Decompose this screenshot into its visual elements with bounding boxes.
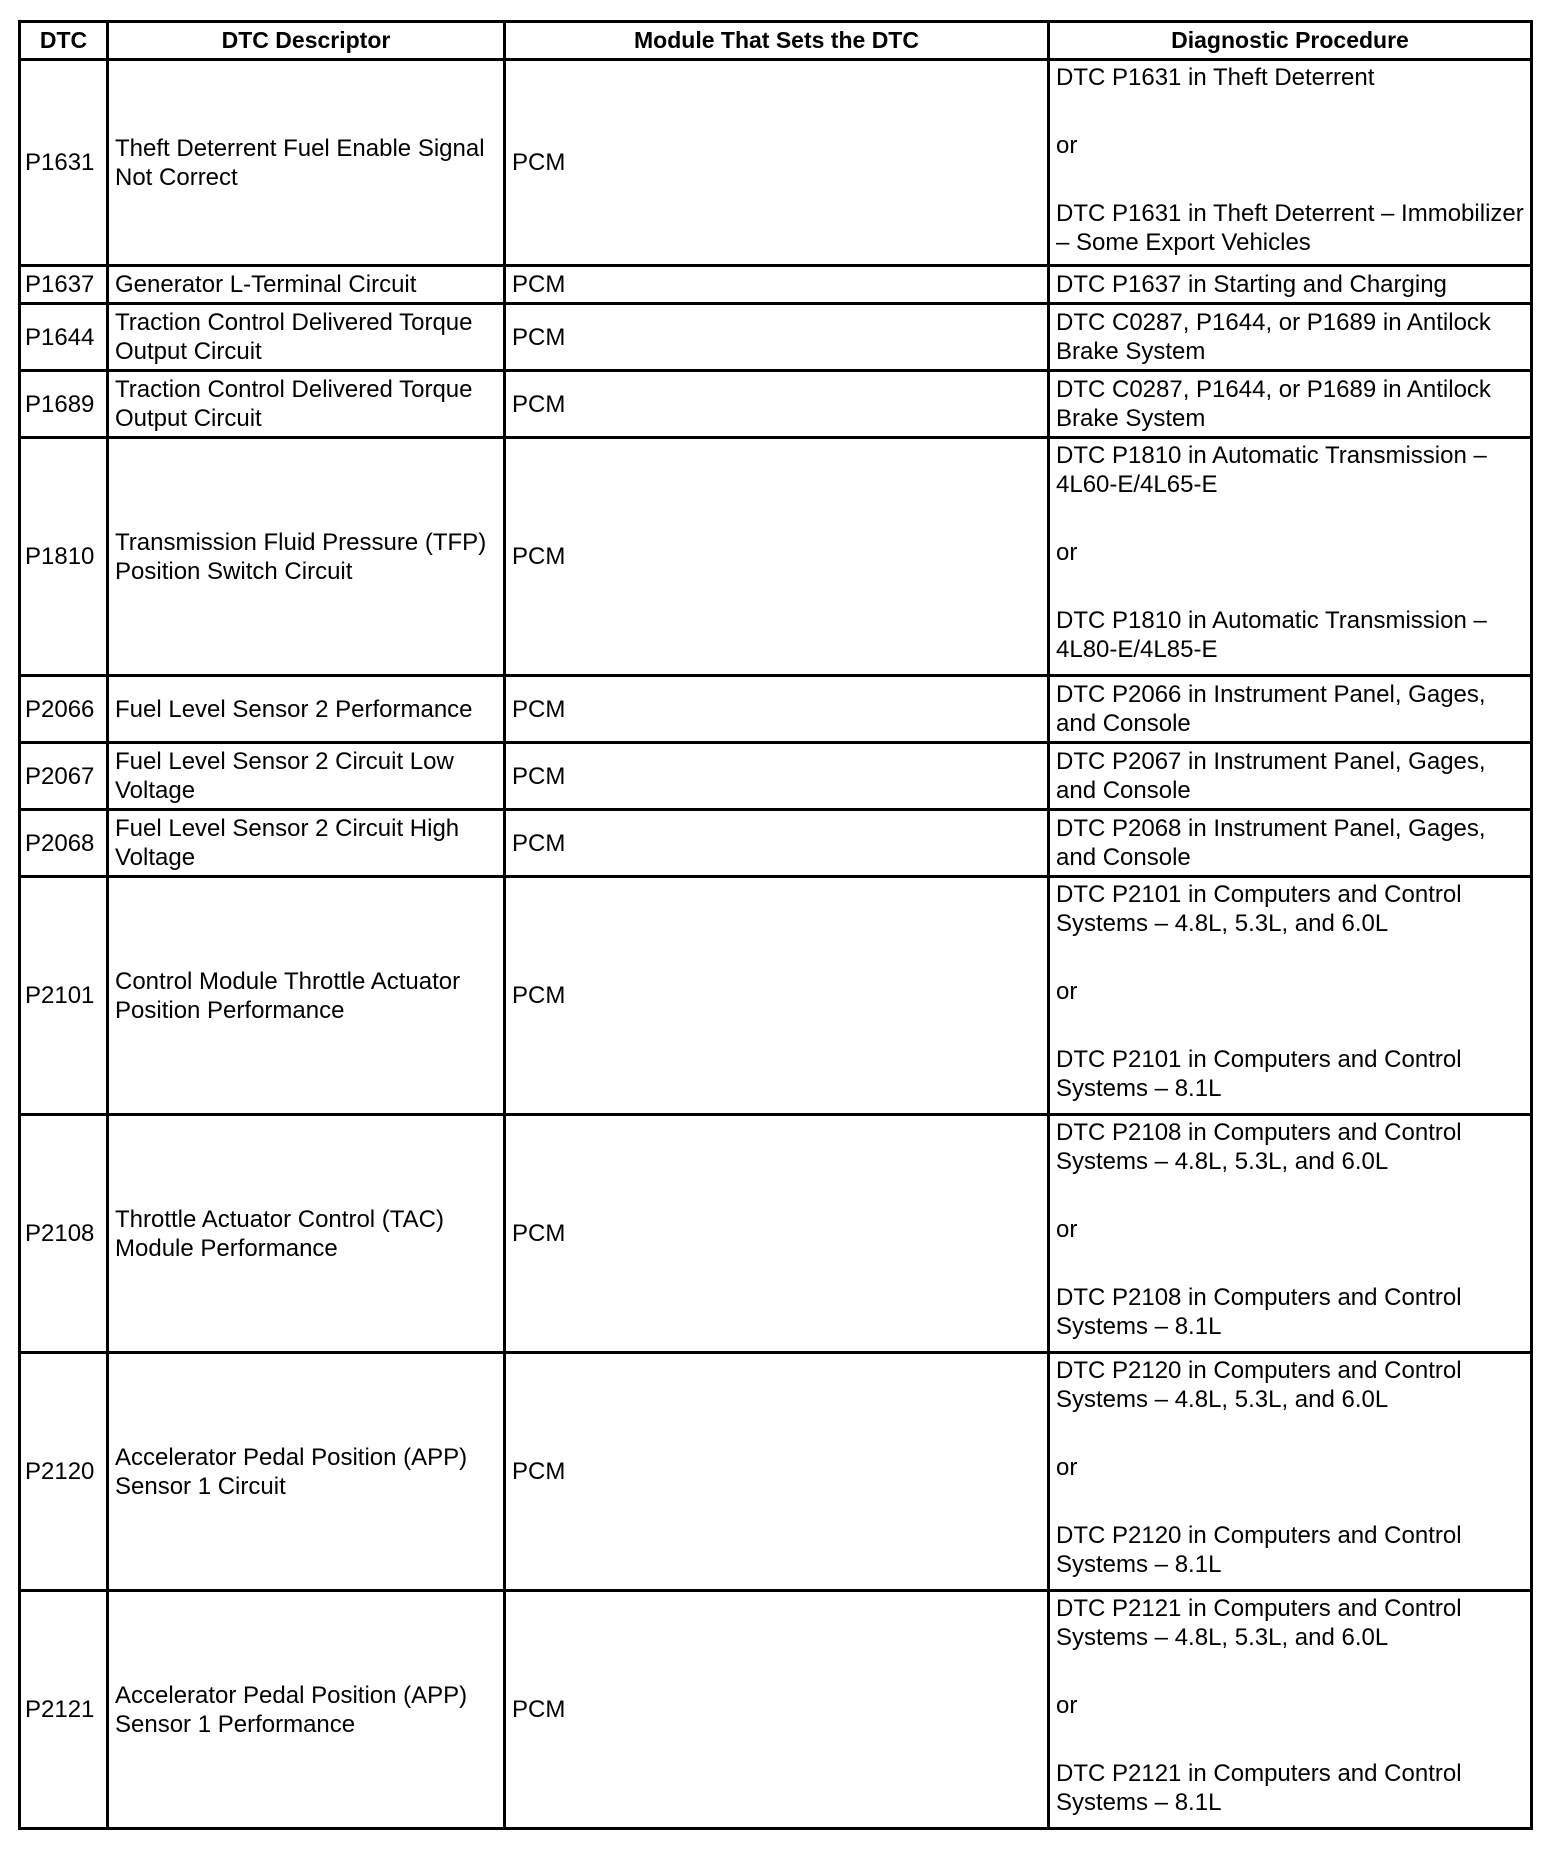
table-row bbox=[20, 1591, 1532, 1829]
table-row bbox=[20, 743, 1532, 810]
header-dtc: DTC bbox=[20, 22, 108, 60]
procedure-link[interactable]: DTC P2101 in Computers and Control Systems – 4.8L, 5.3L, and 6.0L bbox=[1056, 881, 1462, 937]
diagnostic-procedure bbox=[1049, 743, 1532, 810]
dtc-code: P2067 bbox=[20, 743, 108, 810]
dtc-descriptor: Throttle Actuator Control (TAC) Module Performance bbox=[108, 1115, 505, 1353]
procedure-link[interactable]: DTC P2120 in Computers and Control Systems – 8.1L bbox=[1056, 1522, 1462, 1578]
procedure-or: or bbox=[1056, 1454, 1078, 1481]
dtc-table bbox=[18, 20, 1533, 1830]
module-name: PCM bbox=[505, 1115, 1049, 1353]
dtc-descriptor: Fuel Level Sensor 2 Circuit Low Voltage bbox=[108, 743, 505, 810]
diagnostic-procedure bbox=[1049, 438, 1532, 676]
diagnostic-procedure bbox=[1049, 1591, 1532, 1829]
procedure-link[interactable]: DTC P1631 in Theft Deterrent – Immobilizer – Some Export Vehicles bbox=[1056, 200, 1524, 256]
header-module: Module That Sets the DTC bbox=[505, 22, 1049, 60]
table-row bbox=[20, 438, 1532, 676]
procedure-or: or bbox=[1056, 978, 1078, 1005]
dtc-code: P2108 bbox=[20, 1115, 108, 1353]
diagnostic-procedure bbox=[1049, 371, 1532, 438]
dtc-descriptor: Generator L-Terminal Circuit bbox=[108, 266, 505, 304]
dtc-code: P2068 bbox=[20, 810, 108, 877]
dtc-code: P2120 bbox=[20, 1353, 108, 1591]
dtc-code: P1644 bbox=[20, 304, 108, 371]
procedure-link[interactable]: DTC C0287, P1644, or P1689 in Antilock Brake System bbox=[1056, 376, 1491, 432]
dtc-descriptor: Fuel Level Sensor 2 Circuit High Voltage bbox=[108, 810, 505, 877]
procedure-link[interactable]: DTC P2120 in Computers and Control Systems – 4.8L, 5.3L, and 6.0L bbox=[1056, 1357, 1462, 1413]
table-row bbox=[20, 810, 1532, 877]
module-name: PCM bbox=[505, 438, 1049, 676]
dtc-code: P2101 bbox=[20, 877, 108, 1115]
procedure-link[interactable]: DTC P2121 in Computers and Control Systems – 4.8L, 5.3L, and 6.0L bbox=[1056, 1595, 1462, 1651]
module-name: PCM bbox=[505, 1353, 1049, 1591]
procedure-link[interactable]: DTC P2121 in Computers and Control Systems – 8.1L bbox=[1056, 1760, 1462, 1816]
procedure-or: or bbox=[1056, 1216, 1078, 1243]
procedure-link[interactable]: DTC P2067 in Instrument Panel, Gages, and Console bbox=[1056, 748, 1486, 804]
module-name: PCM bbox=[505, 1591, 1049, 1829]
procedure-link[interactable]: DTC P2068 in Instrument Panel, Gages, and Console bbox=[1056, 815, 1486, 871]
procedure-link[interactable]: DTC P1810 in Automatic Transmission – 4L80-E/4L85-E bbox=[1056, 607, 1487, 663]
procedure-link[interactable]: DTC P2066 in Instrument Panel, Gages, and Console bbox=[1056, 681, 1486, 737]
diagnostic-procedure bbox=[1049, 676, 1532, 743]
dtc-descriptor: Transmission Fluid Pressure (TFP) Position Switch Circuit bbox=[108, 438, 505, 676]
diagnostic-procedure bbox=[1049, 1353, 1532, 1591]
procedure-link[interactable]: DTC P1631 in Theft Deterrent bbox=[1056, 64, 1375, 91]
dtc-code: P1637 bbox=[20, 266, 108, 304]
procedure-link[interactable]: DTC P2108 in Computers and Control Systems – 4.8L, 5.3L, and 6.0L bbox=[1056, 1119, 1462, 1175]
module-name: PCM bbox=[505, 371, 1049, 438]
procedure-or: or bbox=[1056, 1692, 1078, 1719]
dtc-code: P1810 bbox=[20, 438, 108, 676]
procedure-link[interactable]: DTC P2108 in Computers and Control Systems – 8.1L bbox=[1056, 1284, 1462, 1340]
procedure-link[interactable]: DTC P2101 in Computers and Control Systems – 8.1L bbox=[1056, 1046, 1462, 1102]
dtc-code: P2066 bbox=[20, 676, 108, 743]
module-name: PCM bbox=[505, 743, 1049, 810]
dtc-descriptor: Traction Control Delivered Torque Output Circuit bbox=[108, 371, 505, 438]
dtc-descriptor: Fuel Level Sensor 2 Performance bbox=[108, 676, 505, 743]
procedure-link[interactable]: DTC P1810 in Automatic Transmission – 4L60-E/4L65-E bbox=[1056, 442, 1487, 498]
module-name: PCM bbox=[505, 304, 1049, 371]
header-descriptor: DTC Descriptor bbox=[108, 22, 505, 60]
dtc-descriptor: Theft Deterrent Fuel Enable Signal Not Correct bbox=[108, 60, 505, 266]
module-name: PCM bbox=[505, 266, 1049, 304]
dtc-code: P1689 bbox=[20, 371, 108, 438]
header-procedure: Diagnostic Procedure bbox=[1049, 22, 1532, 60]
table-row bbox=[20, 1353, 1532, 1591]
table-row bbox=[20, 1115, 1532, 1353]
diagnostic-procedure bbox=[1049, 810, 1532, 877]
procedure-link[interactable]: DTC C0287, P1644, or P1689 in Antilock Brake System bbox=[1056, 309, 1491, 365]
dtc-code: P2121 bbox=[20, 1591, 108, 1829]
module-name: PCM bbox=[505, 810, 1049, 877]
table-row bbox=[20, 60, 1532, 266]
table-row bbox=[20, 266, 1532, 304]
module-name: PCM bbox=[505, 877, 1049, 1115]
diagnostic-procedure bbox=[1049, 877, 1532, 1115]
module-name: PCM bbox=[505, 60, 1049, 266]
table-row bbox=[20, 676, 1532, 743]
diagnostic-procedure bbox=[1049, 1115, 1532, 1353]
procedure-or: or bbox=[1056, 132, 1078, 159]
diagnostic-procedure bbox=[1049, 60, 1532, 266]
procedure-or: or bbox=[1056, 539, 1078, 566]
table-row bbox=[20, 877, 1532, 1115]
dtc-code: P1631 bbox=[20, 60, 108, 266]
diagnostic-procedure bbox=[1049, 266, 1532, 304]
dtc-descriptor: Control Module Throttle Actuator Position Performance bbox=[108, 877, 505, 1115]
dtc-descriptor: Accelerator Pedal Position (APP) Sensor 1 Performance bbox=[108, 1591, 505, 1829]
table-row bbox=[20, 371, 1532, 438]
table-row bbox=[20, 304, 1532, 371]
module-name: PCM bbox=[505, 676, 1049, 743]
dtc-descriptor: Traction Control Delivered Torque Output Circuit bbox=[108, 304, 505, 371]
dtc-descriptor: Accelerator Pedal Position (APP) Sensor 1 Circuit bbox=[108, 1353, 505, 1591]
procedure-link[interactable]: DTC P1637 in Starting and Charging bbox=[1056, 271, 1447, 298]
diagnostic-procedure bbox=[1049, 304, 1532, 371]
header-row bbox=[20, 22, 1532, 60]
